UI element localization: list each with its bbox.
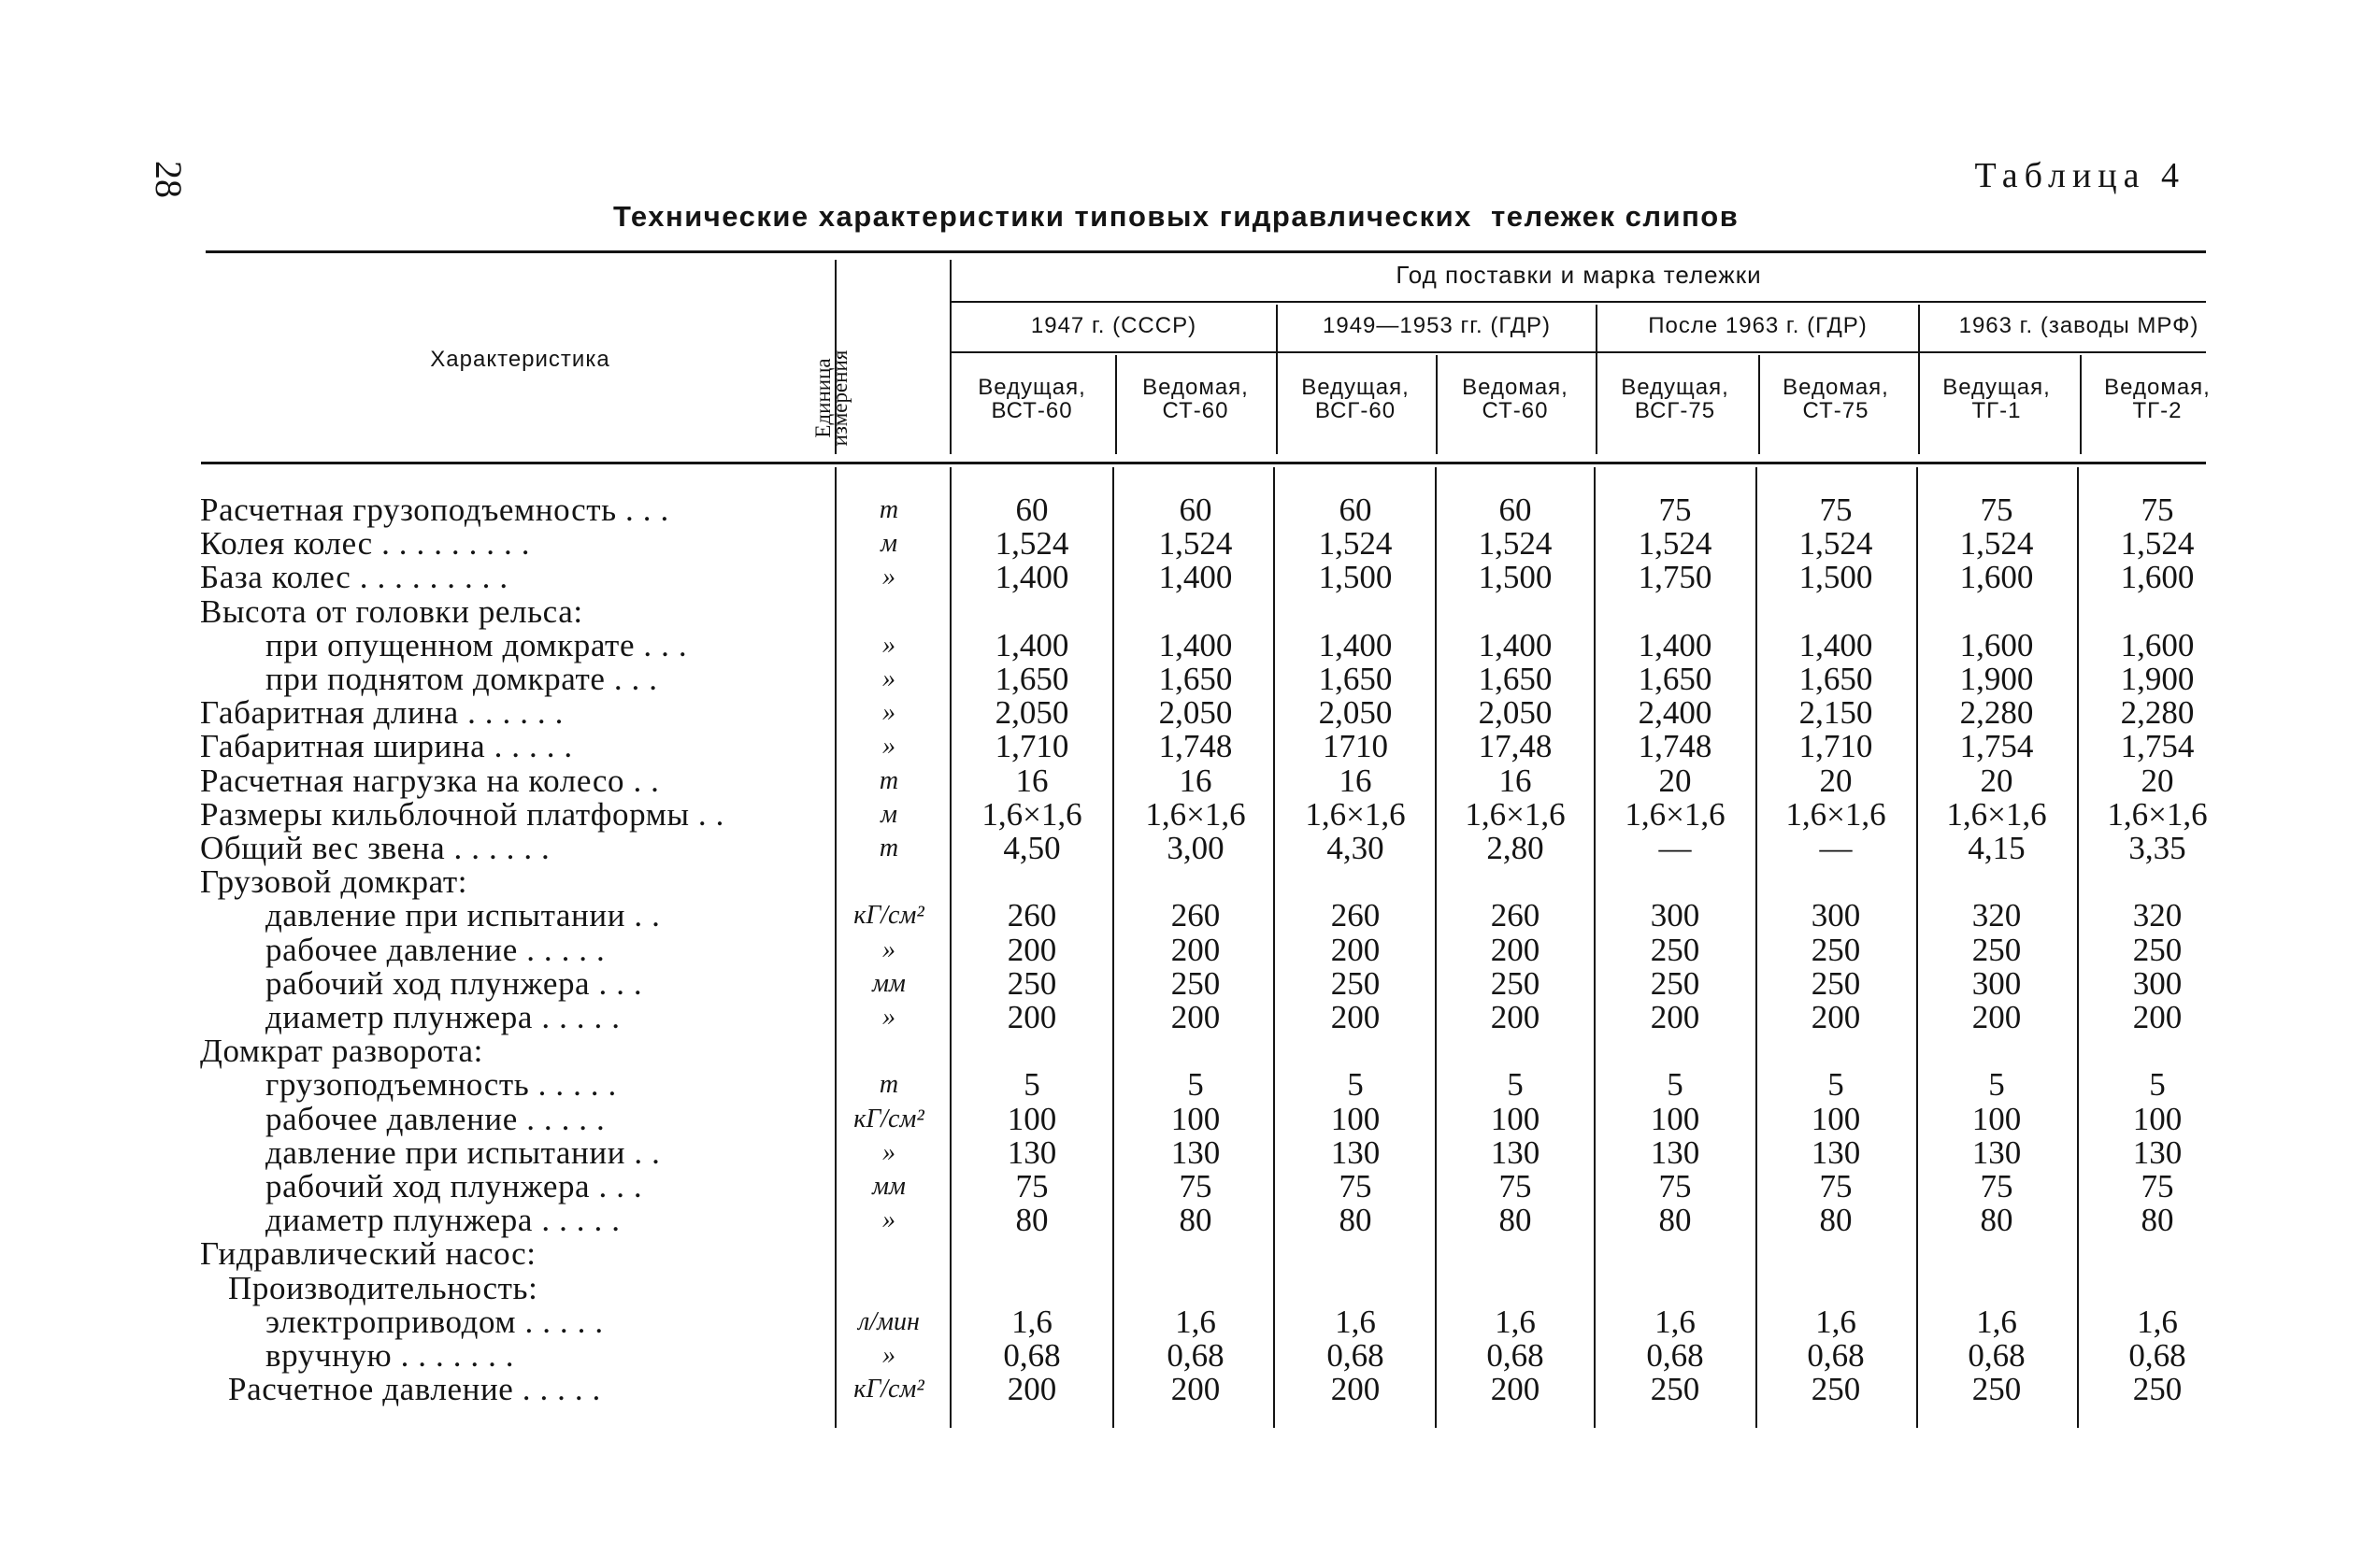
table-cell: 75 [1015, 1168, 1049, 1205]
table-cell: 1,500 [1478, 559, 1553, 595]
column-model: ВСТ-60 [991, 398, 1073, 423]
row-unit: т [879, 834, 899, 862]
table-cell: 250 [1811, 965, 1861, 1002]
group-header-rule [952, 301, 2206, 303]
table-row [0, 899, 2363, 933]
table-row [0, 1170, 2363, 1204]
table-cell: 1,6×1,6 [1305, 796, 1406, 833]
table-cell: 100 [1490, 1101, 1540, 1137]
row-label: Грузовой домкрат: [200, 863, 468, 900]
subgroup-header-rule [952, 351, 2206, 353]
table-cell: 320 [2132, 897, 2183, 934]
row-unit: » [882, 1003, 895, 1032]
table-title: Технические характеристики типовых гидравлических тележек слипов [613, 200, 1740, 233]
table-cell: 2,050 [1318, 694, 1393, 731]
table-cell: 100 [2132, 1101, 2183, 1137]
unit-column-right-line [950, 260, 952, 454]
table-cell: 2,150 [1798, 694, 1873, 731]
column-header [2079, 376, 2236, 422]
column-type: Ведомая, [1142, 375, 1249, 400]
table-cell: 0,68 [1646, 1337, 1704, 1374]
table-cell: 1,600 [2120, 559, 2195, 595]
table-cell: 250 [1971, 932, 2022, 968]
table-cell: 320 [1971, 897, 2022, 934]
table-cell: 200 [2132, 999, 2183, 1035]
table-row [0, 730, 2363, 763]
table-cell: 80 [1980, 1202, 2013, 1238]
table-cell: 1,524 [1959, 525, 2034, 562]
table-cell: 60 [1015, 492, 1049, 528]
year-group-header: Год поставки и марка тележки [1396, 261, 1762, 289]
table-cell: 130 [1170, 1134, 1221, 1171]
table-cell: 16 [1339, 763, 1372, 799]
table-row [0, 527, 2363, 561]
group-header: 1949—1953 гг. (ГДР) [1323, 313, 1551, 338]
column-type: Ведомая, [1783, 375, 1889, 400]
table-cell: 250 [2132, 1371, 2183, 1407]
table-cell: 1,6 [1175, 1304, 1216, 1340]
table-cell: 60 [1339, 492, 1372, 528]
column-type: Ведомая, [2104, 375, 2211, 400]
table-cell: 1,524 [1318, 525, 1393, 562]
table-cell: 1,500 [1318, 559, 1393, 595]
table-cell: 1,400 [995, 559, 1069, 595]
table-cell: 3,00 [1167, 830, 1224, 866]
table-cell: 1,6×1,6 [1145, 796, 1246, 833]
table-cell: 0,68 [1807, 1337, 1865, 1374]
table-cell: 1,524 [995, 525, 1069, 562]
row-label: Расчетная грузоподъемность . . . [200, 492, 669, 528]
row-label: Габаритная длина . . . . . . [200, 694, 564, 731]
table-cell: 130 [1007, 1134, 1057, 1171]
table-cell: 100 [1971, 1101, 2022, 1137]
table-cell: 130 [2132, 1134, 2183, 1171]
row-label: Колея колес . . . . . . . . . [200, 525, 531, 562]
row-label: Размеры кильблочной платформы . . [200, 796, 724, 833]
table-cell: 200 [1811, 999, 1861, 1035]
row-unit: кГ/см² [853, 1375, 924, 1404]
table-row [0, 493, 2363, 527]
table-cell: 200 [1007, 932, 1057, 968]
table-cell: 1,6×1,6 [1946, 796, 2047, 833]
table-cell: 1,400 [1478, 627, 1553, 663]
column-type: Ведущая, [978, 375, 1086, 400]
column-model: СТ-60 [1162, 398, 1229, 423]
row-label: грузоподъемность . . . . . [265, 1066, 617, 1103]
table-cell: 75 [1980, 492, 2013, 528]
table-cell: 300 [1650, 897, 1700, 934]
table-row [0, 595, 2363, 629]
row-unit: » [882, 631, 895, 660]
table-row [0, 1305, 2363, 1339]
table-cell: 250 [1650, 1371, 1700, 1407]
row-label: База колес . . . . . . . . . [200, 559, 508, 595]
column-header [1597, 376, 1754, 422]
table-cell: 200 [1330, 932, 1381, 968]
column-model: ТГ-1 [1971, 398, 2022, 423]
table-cell: 1,6 [1495, 1304, 1536, 1340]
table-row [0, 967, 2363, 1001]
row-unit: кГ/см² [853, 901, 924, 930]
table-cell: 1,6×1,6 [1465, 796, 1566, 833]
table-cell: 20 [1819, 763, 1853, 799]
row-unit: » [882, 732, 895, 761]
row-label: Производительность: [228, 1270, 538, 1306]
table-cell: 250 [1811, 932, 1861, 968]
table-row [0, 1136, 2363, 1170]
row-label: рабочее давление . . . . . [265, 932, 606, 968]
table-cell: 1,6×1,6 [2107, 796, 2208, 833]
table-cell: 60 [1179, 492, 1212, 528]
table-row [0, 798, 2363, 832]
column-header [1918, 376, 2075, 422]
table-cell: 2,80 [1486, 830, 1544, 866]
table-cell: 1,650 [995, 661, 1069, 697]
table-cell: 80 [1339, 1202, 1372, 1238]
table-cell: 1,524 [1478, 525, 1553, 562]
column-model: ВСГ-75 [1634, 398, 1716, 423]
table-cell: 1,710 [995, 728, 1069, 764]
table-cell: 1,650 [1638, 661, 1712, 697]
table-cell: 1,524 [1638, 525, 1712, 562]
table-cell: 0,68 [1486, 1337, 1544, 1374]
table-cell: 1,6×1,6 [981, 796, 1082, 833]
table-cell: 75 [1819, 492, 1853, 528]
table-cell: 1,650 [1478, 661, 1553, 697]
table-cell: 100 [1330, 1101, 1381, 1137]
table-cell: 5 [1507, 1066, 1524, 1103]
row-label: диаметр плунжера . . . . . [265, 999, 621, 1035]
table-cell: 200 [1007, 1371, 1057, 1407]
page-number: 28 [148, 161, 190, 198]
table-cell: 250 [1170, 965, 1221, 1002]
table-cell: — [1658, 830, 1692, 866]
table-cell: 200 [1170, 932, 1221, 968]
column-type: Ведущая, [1621, 375, 1729, 400]
row-label: Домкрат разворота: [200, 1033, 484, 1069]
row-unit: » [882, 698, 895, 727]
table-cell: 75 [2141, 492, 2174, 528]
row-unit: мм [872, 969, 906, 998]
table-cell: 3,35 [2128, 830, 2186, 866]
row-label: при поднятом домкрате . . . [265, 661, 658, 697]
table-cell: 5 [2149, 1066, 2166, 1103]
table-cell: 200 [1490, 932, 1540, 968]
table-cell: 1,6 [1654, 1304, 1696, 1340]
row-label: рабочий ход плунжера . . . [265, 1168, 643, 1205]
table-cell: 1,600 [2120, 627, 2195, 663]
group-header: 1947 г. (СССР) [1030, 313, 1197, 338]
table-cell: 5 [1827, 1066, 1844, 1103]
row-unit: кГ/см² [853, 1105, 924, 1133]
table-cell: 5 [1988, 1066, 2005, 1103]
table-cell: 80 [1658, 1202, 1692, 1238]
table-cell: 75 [1819, 1168, 1853, 1205]
table-row [0, 865, 2363, 899]
row-label: давление при испытании . . [265, 897, 661, 934]
table-row [0, 1034, 2363, 1068]
table-cell: 200 [1490, 999, 1540, 1035]
table-cell: 1,400 [995, 627, 1069, 663]
table-cell: 1,6×1,6 [1785, 796, 1886, 833]
table-label: Таблица 4 [1974, 156, 2185, 195]
row-label: диаметр плунжера . . . . . [265, 1202, 621, 1238]
table-cell: 75 [2141, 1168, 2174, 1205]
table-row [0, 832, 2363, 865]
table-cell: 1,6×1,6 [1625, 796, 1726, 833]
table-cell: 5 [1347, 1066, 1364, 1103]
table-row [0, 663, 2363, 696]
table-cell: 200 [1170, 999, 1221, 1035]
table-cell: 2,280 [2120, 694, 2195, 731]
table-cell: 1,400 [1158, 627, 1233, 663]
header-bottom-rule [201, 462, 2206, 464]
table-cell: 1,524 [1158, 525, 1233, 562]
table-row [0, 1272, 2363, 1305]
table-cell: 250 [1971, 1371, 2022, 1407]
table-cell: 1,748 [1638, 728, 1712, 764]
row-label: Габаритная ширина . . . . . [200, 728, 573, 764]
table-cell: 1,500 [1798, 559, 1873, 595]
table-row [0, 1339, 2363, 1373]
table-cell: 0,68 [1968, 1337, 2026, 1374]
row-label: Расчетное давление . . . . . [228, 1371, 601, 1407]
table-cell: 130 [1811, 1134, 1861, 1171]
row-unit: » [882, 563, 895, 592]
row-unit: т [879, 495, 899, 524]
table-cell: 1,900 [1959, 661, 2034, 697]
column-header [1757, 376, 1914, 422]
table-cell: 260 [1170, 897, 1221, 934]
table-cell: 1,6 [1335, 1304, 1376, 1340]
table-cell: — [1819, 830, 1853, 866]
table-cell: 100 [1650, 1101, 1700, 1137]
table-cell: 200 [1971, 999, 2022, 1035]
table-cell: 2,050 [1478, 694, 1553, 731]
group-header: 1963 г. (заводы МРФ) [1958, 313, 2199, 338]
table-cell: 1,750 [1638, 559, 1712, 595]
table-cell: 1,400 [1318, 627, 1393, 663]
column-header [1277, 376, 1434, 422]
row-unit: » [882, 1205, 895, 1234]
table-cell: 1,900 [2120, 661, 2195, 697]
column-model: СТ-60 [1482, 398, 1549, 423]
row-label: давление при испытании . . [265, 1134, 661, 1171]
table-row [0, 764, 2363, 798]
column-header [1117, 376, 1274, 422]
row-unit: м [881, 529, 897, 558]
table-cell: 1,600 [1959, 559, 2034, 595]
table-cell: 20 [1980, 763, 2013, 799]
row-unit: » [882, 664, 895, 693]
table-cell: 1,6 [1976, 1304, 2017, 1340]
table-cell: 0,68 [2128, 1337, 2186, 1374]
table-cell: 250 [1490, 965, 1540, 1002]
table-top-rule [206, 250, 2206, 253]
table-cell: 75 [1498, 1168, 1532, 1205]
table-cell: 80 [1015, 1202, 1049, 1238]
table-cell: 200 [1170, 1371, 1221, 1407]
row-label: Расчетная нагрузка на колесо . . [200, 763, 660, 799]
table-cell: 1,754 [1959, 728, 2034, 764]
unit-header: Единица измерения [811, 349, 852, 447]
table-cell: 130 [1971, 1134, 2022, 1171]
table-cell: 4,30 [1326, 830, 1384, 866]
column-model: СТ-75 [1802, 398, 1869, 423]
column-type: Ведущая, [1301, 375, 1410, 400]
table-row [0, 934, 2363, 967]
row-label: рабочий ход плунжера . . . [265, 965, 643, 1002]
row-label: Гидравлический насос: [200, 1235, 537, 1272]
column-model: ТГ-2 [2132, 398, 2183, 423]
row-unit: » [882, 935, 895, 964]
group-header: После 1963 г. (ГДР) [1648, 313, 1868, 338]
table-row [0, 1237, 2363, 1271]
table-cell: 250 [1811, 1371, 1861, 1407]
table-cell: 0,68 [1003, 1337, 1061, 1374]
table-cell: 200 [1330, 1371, 1381, 1407]
row-unit: » [882, 1341, 895, 1370]
row-label: рабочее давление . . . . . [265, 1101, 606, 1137]
table-cell: 1,524 [2120, 525, 2195, 562]
column-model: ВСГ-60 [1314, 398, 1396, 423]
table-cell: 60 [1498, 492, 1532, 528]
table-cell: 1,6 [1011, 1304, 1053, 1340]
table-cell: 1,400 [1798, 627, 1873, 663]
row-label: вручную . . . . . . . [265, 1337, 515, 1374]
table-cell: 260 [1490, 897, 1540, 934]
table-cell: 0,68 [1167, 1337, 1224, 1374]
table-cell: 200 [1007, 999, 1057, 1035]
table-cell: 130 [1490, 1134, 1540, 1171]
table-cell: 100 [1170, 1101, 1221, 1137]
table-cell: 5 [1667, 1066, 1683, 1103]
row-label: Высота от головки рельса: [200, 593, 583, 630]
table-cell: 80 [1819, 1202, 1853, 1238]
table-cell: 260 [1330, 897, 1381, 934]
row-unit: л/мин [858, 1307, 920, 1336]
row-unit: » [882, 1138, 895, 1167]
table-cell: 16 [1498, 763, 1532, 799]
table-cell: 1,600 [1959, 627, 2034, 663]
table-cell: 1,748 [1158, 728, 1233, 764]
table-cell: 2,050 [1158, 694, 1233, 731]
table-cell: 75 [1658, 1168, 1692, 1205]
table-row [0, 1001, 2363, 1034]
table-cell: 130 [1650, 1134, 1700, 1171]
table-cell: 300 [2132, 965, 2183, 1002]
table-cell: 5 [1024, 1066, 1040, 1103]
table-cell: 200 [1330, 999, 1381, 1035]
row-label: Общий вес звена . . . . . . [200, 830, 551, 866]
table-row [0, 629, 2363, 663]
table-cell: 80 [2141, 1202, 2174, 1238]
table-row [0, 1103, 2363, 1136]
table-cell: 2,280 [1959, 694, 2034, 731]
table-cell: 300 [1971, 965, 2022, 1002]
table-cell: 200 [1490, 1371, 1540, 1407]
table-cell: 250 [1007, 965, 1057, 1002]
table-cell: 16 [1179, 763, 1212, 799]
table-cell: 200 [1650, 999, 1700, 1035]
table-cell: 100 [1811, 1101, 1861, 1137]
row-unit: мм [872, 1172, 906, 1201]
table-row [0, 1068, 2363, 1102]
row-label: при опущенном домкрате . . . [265, 627, 688, 663]
table-cell: 1,6 [1815, 1304, 1856, 1340]
table-cell: 16 [1015, 763, 1049, 799]
table-cell: 20 [1658, 763, 1692, 799]
table-cell: 4,15 [1968, 830, 2026, 866]
table-cell: 100 [1007, 1101, 1057, 1137]
table-cell: 75 [1658, 492, 1692, 528]
table-cell: 5 [1187, 1066, 1204, 1103]
table-cell: 1,650 [1798, 661, 1873, 697]
table-row [0, 1204, 2363, 1237]
row-unit: т [879, 1070, 899, 1099]
table-cell: 2,400 [1638, 694, 1712, 731]
table-cell: 1,400 [1638, 627, 1712, 663]
table-cell: 1710 [1323, 728, 1388, 764]
table-cell: 75 [1339, 1168, 1372, 1205]
table-row [0, 561, 2363, 594]
table-cell: 1,754 [2120, 728, 2195, 764]
table-cell: 80 [1179, 1202, 1212, 1238]
column-header [953, 376, 1110, 422]
table-cell: 1,650 [1158, 661, 1233, 697]
table-row [0, 1373, 2363, 1406]
row-unit: т [879, 766, 899, 795]
table-cell: 1,710 [1798, 728, 1873, 764]
table-cell: 80 [1498, 1202, 1532, 1238]
characteristic-header: Характеристика [430, 347, 610, 372]
table-cell: 0,68 [1326, 1337, 1384, 1374]
table-cell: 75 [1179, 1168, 1212, 1205]
column-header [1437, 376, 1594, 422]
table-cell: 1,524 [1798, 525, 1873, 562]
table-row [0, 696, 2363, 730]
table-cell: 250 [1650, 932, 1700, 968]
table-cell: 75 [1980, 1168, 2013, 1205]
table-cell: 2,050 [995, 694, 1069, 731]
column-type: Ведущая, [1942, 375, 2051, 400]
table-cell: 20 [2141, 763, 2174, 799]
table-cell: 260 [1007, 897, 1057, 934]
table-cell: 300 [1811, 897, 1861, 934]
row-label: электроприводом . . . . . [265, 1304, 604, 1340]
table-cell: 250 [1650, 965, 1700, 1002]
table-cell: 1,650 [1318, 661, 1393, 697]
table-cell: 4,50 [1003, 830, 1061, 866]
table-cell: 250 [1330, 965, 1381, 1002]
table-cell: 17,48 [1478, 728, 1553, 764]
table-cell: 1,400 [1158, 559, 1233, 595]
table-cell: 130 [1330, 1134, 1381, 1171]
row-unit: м [881, 800, 897, 829]
column-type: Ведомая, [1462, 375, 1568, 400]
table-cell: 1,6 [2137, 1304, 2178, 1340]
table-cell: 250 [2132, 932, 2183, 968]
